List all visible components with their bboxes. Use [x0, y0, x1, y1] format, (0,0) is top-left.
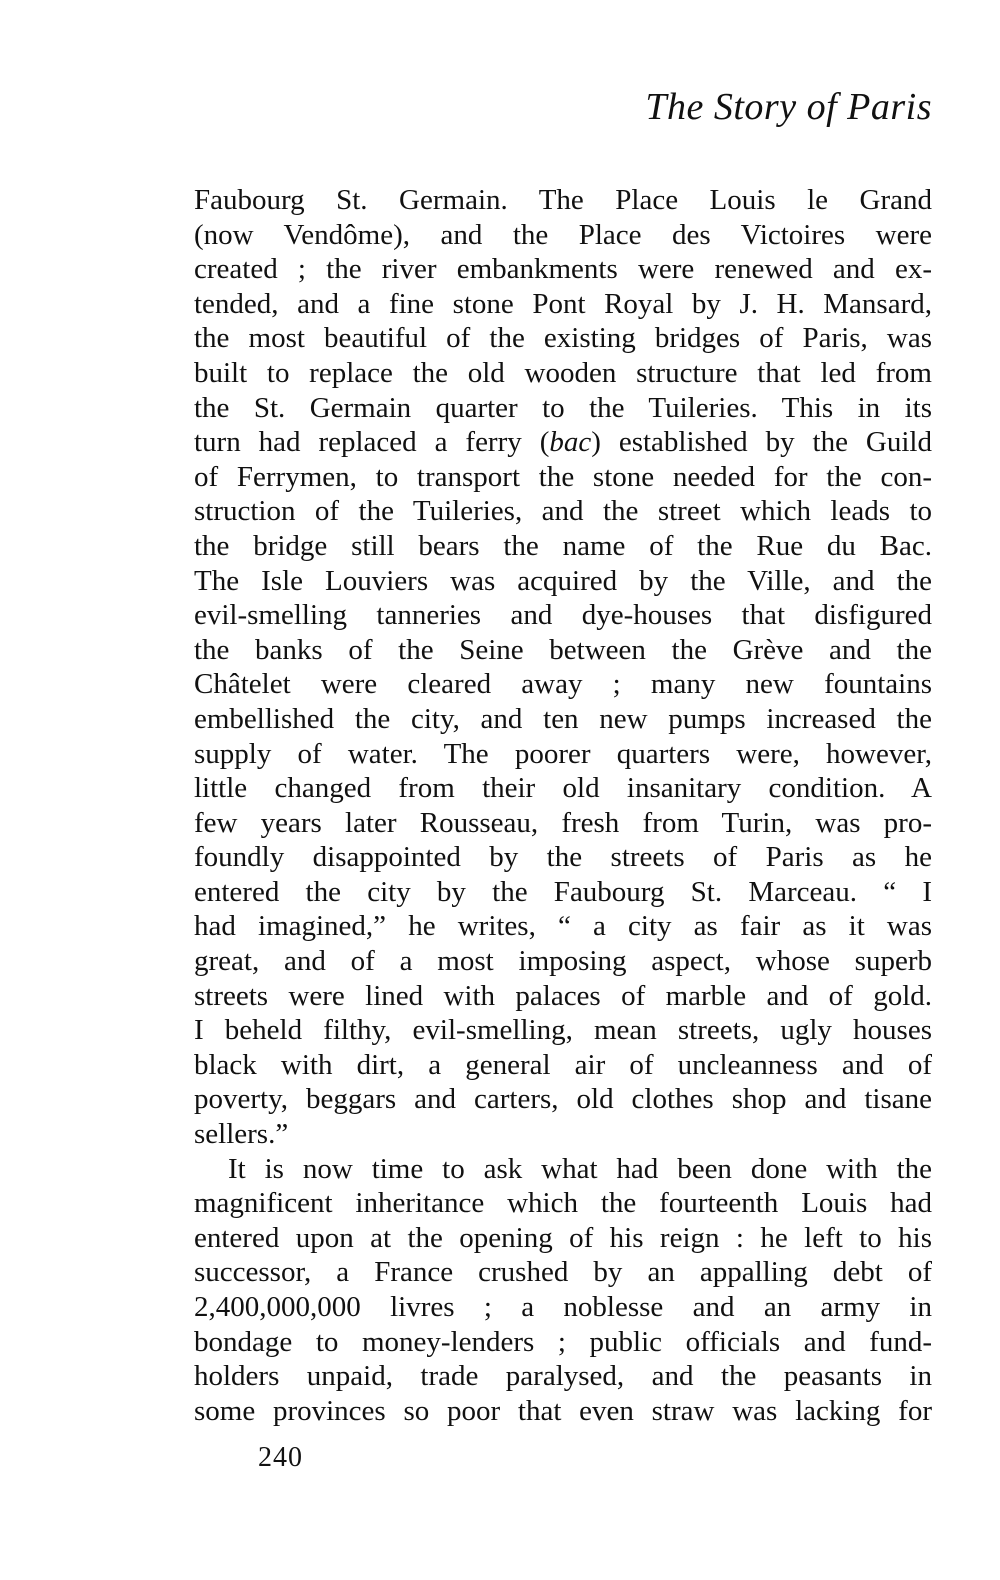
text-line: turn had replaced a ferry (bac) established by the Guild — [194, 426, 932, 459]
body-text — [194, 183, 932, 1428]
text-line: evil-smelling tanneries and dye-houses that disfigured — [194, 599, 932, 632]
text-line: the bridge still bears the name of the Rue du Bac. — [194, 529, 932, 562]
text-line: the St. Germain quarter to the Tuileries. This in its — [194, 391, 932, 424]
text-line: Châtelet were cleared away ; many new fountains — [194, 668, 932, 701]
text-line: some provinces so poor that even straw was lacking for — [194, 1394, 932, 1427]
text-line: had imagined,” he writes, “ a city as fair as it was — [194, 910, 932, 943]
text-line: The Isle Louviers was acquired by the Ville, and the — [194, 564, 932, 597]
text-line: great, and of a most imposing aspect, whose superb — [194, 945, 932, 978]
text-line: tended, and a fine stone Pont Royal by J. H. Mansard, — [194, 287, 932, 320]
text-line: black with dirt, a general air of uncleanness and of — [194, 1048, 932, 1081]
text-line: bondage to money-lenders ; public officials and fund- — [194, 1325, 932, 1358]
text-line: I beheld filthy, evil-smelling, mean streets, ugly houses — [194, 1014, 932, 1047]
text-line: supply of water. The poorer quarters were, however, — [194, 737, 932, 770]
text-line: magnificent inheritance which the fourteenth Louis had — [194, 1187, 932, 1220]
text-line: It is now time to ask what had been done with the — [228, 1152, 932, 1185]
page-number: 240 — [258, 1442, 303, 1473]
text-line: 2,400,000,000 livres ; a noblesse and an army in — [194, 1291, 932, 1323]
text-line: embellished the city, and ten new pumps increased the — [194, 702, 932, 735]
text-line: the banks of the Seine between the Grève and the — [194, 633, 932, 666]
running-head: The Story of Paris — [645, 86, 932, 128]
text-line: few years later Rousseau, fresh from Turin, was pro- — [194, 806, 932, 839]
text-line: streets were lined with palaces of marble and of gold. — [194, 979, 932, 1012]
text-line: entered upon at the opening of his reign : he left to his — [194, 1221, 932, 1254]
text-line: (now Vendôme), and the Place des Victoires were — [194, 218, 932, 251]
text-line: the most beautiful of the existing bridges of Paris, was — [194, 322, 932, 355]
text-line: foundly disappointed by the streets of Paris as he — [194, 841, 932, 874]
paragraph-2 — [194, 1152, 932, 1429]
italic-term: bac — [549, 426, 592, 459]
text-line: Faubourg St. Germain. The Place Louis le Grand — [194, 184, 932, 216]
text-line: built to replace the old wooden structure that led from — [194, 356, 932, 389]
text-line: entered the city by the Faubourg St. Marceau. “ I — [194, 875, 932, 908]
text-line: poverty, beggars and carters, old clothes shop and tisane — [194, 1083, 932, 1116]
text-line: sellers.” — [194, 1118, 289, 1151]
text-line: created ; the river embankments were renewed and ex- — [194, 253, 932, 286]
text-line: little changed from their old insanitary condition. A — [194, 772, 932, 805]
paragraph-1 — [194, 183, 932, 1152]
text-line: struction of the Tuileries, and the street which leads to — [194, 495, 932, 528]
text-line: of Ferrymen, to transport the stone needed for the con- — [194, 460, 932, 493]
text-line: holders unpaid, trade paralysed, and the peasants in — [194, 1360, 932, 1393]
text-line: successor, a France crushed by an appalling debt of — [194, 1256, 932, 1289]
